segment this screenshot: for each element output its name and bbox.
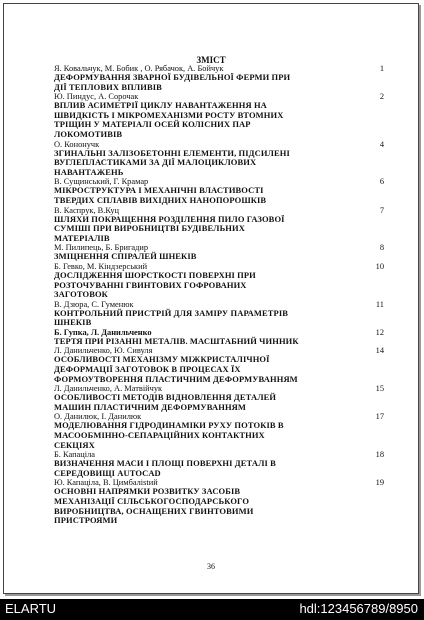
entry-authors: Ю. Капаціла, В. Цимбаліstий bbox=[54, 478, 158, 488]
entry-page-number: 14 bbox=[375, 346, 384, 356]
entry-title bbox=[54, 309, 372, 328]
entry-title-line: ЗГИНАЛЬНІ ЗАЛІЗОБЕТОННІ ЕЛЕМЕНТИ, ПІДСИЛЕНІ bbox=[54, 147, 290, 158]
entry-title bbox=[54, 393, 372, 412]
entry-authors: В. Дзюра, С. Гуменюк bbox=[54, 299, 134, 309]
entry-title-line: НАВАНТАЖЕНЬ bbox=[54, 166, 124, 177]
entry-title-line: СУМІШІ ПРИ ВИРОБНИЦТВІ БУДІВЕЛЬНИХ bbox=[54, 223, 245, 234]
entry-title-line: МІКРОСТРУКТУРА І МЕХАНІЧНІ ВЛАСТИВОСТІ bbox=[54, 185, 264, 196]
entry-title bbox=[54, 355, 372, 384]
contents-entry bbox=[54, 346, 384, 384]
entry-title-line: ВПЛИВ АСИМЕТРІЇ ЦИКЛУ НАВАНТАЖЕННЯ НА bbox=[54, 100, 267, 111]
entry-title-line: КОНТРОЛЬНИЙ ПРИСТРІЙ ДЛЯ ЗАМІРУ ПАРАМЕТРІВ bbox=[54, 307, 289, 318]
entry-title bbox=[54, 252, 372, 262]
contents-entry bbox=[54, 92, 384, 139]
contents-entry bbox=[54, 299, 384, 328]
entry-page-number: 12 bbox=[375, 327, 384, 337]
entry-title bbox=[54, 73, 372, 92]
entry-title-line: СЕКЦІЯХ bbox=[54, 439, 95, 450]
entry-title bbox=[54, 271, 372, 300]
entry-authors: Л. Данильченко, А. Матвійчук bbox=[54, 384, 163, 394]
entry-title-line: МЕХАНІЗАЦІЇ СІЛЬСЬКОГОСПОДАРСЬКОГО bbox=[54, 496, 250, 506]
entry-title-line: МОДЕЛЮВАННЯ ГІДРОДИНАМІКИ РУХУ ПОТОКІВ В bbox=[54, 420, 284, 431]
entry-page-number: 11 bbox=[375, 299, 384, 309]
contents-entry bbox=[54, 261, 384, 300]
entry-title-line: ОСОБЛИВОСТІ МЕХАНІЗМУ МІЖКРИСТАЛІЧНОЇ bbox=[54, 354, 270, 365]
entry-title-line: СЕРЕДОВИЩІ AUTOCAD bbox=[54, 467, 161, 478]
entry-page-number: 6 bbox=[379, 177, 384, 187]
entry-authors: О. Данилюк, І. Данилюк bbox=[54, 412, 142, 422]
handle-identifier: hdl:123456789/8950 bbox=[299, 601, 418, 616]
entry-title-line: МАТЕРІАЛІВ bbox=[54, 232, 110, 243]
contents-entry bbox=[54, 64, 384, 92]
entry-title bbox=[54, 487, 372, 525]
entry-title-line: ШЛЯХИ ПОКРАЩЕННЯ РОЗДІЛЕННЯ ПИЛО ГАЗОВОЇ bbox=[54, 213, 285, 224]
entry-title bbox=[54, 337, 372, 347]
entry-title-line: ВУГЛЕПЛАСТИКАМИ ЗА ДІЇ МАЛОЦИКЛОВИХ bbox=[54, 157, 257, 168]
entry-title-line: ВИЗНАЧЕННЯ МАСИ І ПЛОЩІ ПОВЕРХНІ ДЕТАЛІ В bbox=[54, 458, 276, 469]
entry-title-line: ДОСЛІДЖЕННЯ ШОРСТКОСТІ ПОВЕРХНІ ПРИ bbox=[54, 269, 256, 280]
entry-title-line: ТВЕРДИХ СПЛАВІВ ВИХІДНИХ НАНОПОРОШКІВ bbox=[54, 194, 267, 205]
entry-title-line: ЛОКОМОТИВІВ bbox=[54, 128, 123, 139]
entry-authors: О. Кононучк bbox=[54, 139, 100, 149]
entry-title-line: ОСНОВНІ НАПРЯМКИ РОЗВИТКУ ЗАСОБІВ bbox=[54, 486, 241, 497]
entry-title bbox=[54, 421, 372, 450]
entry-authors: Я. Ковальчук, М. Бобик , О. Рябачок, А. Бойчук bbox=[54, 64, 224, 73]
document-page bbox=[3, 3, 419, 594]
entry-title-line: ПРИСТРОЯМИ bbox=[54, 515, 118, 526]
entry-page-number: 18 bbox=[375, 450, 384, 460]
entry-authors: Б. Гевко, М. Кіндзерський bbox=[54, 261, 148, 271]
entry-title-line: ЗМІЦНЕННЯ СПІРАЛЕЙ ШНЕКІВ bbox=[54, 251, 197, 262]
contents-entry bbox=[54, 327, 384, 347]
repository-bar bbox=[0, 599, 424, 620]
entry-authors: М. Пилипець, Б. Бригадир bbox=[54, 243, 149, 253]
entry-title-line: ШНЕКІВ bbox=[54, 317, 92, 328]
entry-title bbox=[54, 101, 372, 139]
contents-entry bbox=[54, 412, 384, 450]
contents-entry bbox=[54, 139, 384, 178]
entry-page-number: 15 bbox=[375, 384, 384, 394]
entry-title-line: РОЗТОЧУВАННІ ГВИНТОВИХ ГОФРОВАНИХ bbox=[54, 279, 247, 290]
entry-title-line: ЗАГОТОВОК bbox=[54, 289, 108, 300]
entry-page-number: 10 bbox=[375, 261, 384, 271]
page-number: 36 bbox=[207, 562, 215, 571]
contents-entry bbox=[54, 205, 384, 244]
entry-title-line: ТЕРТЯ ПРИ РІЗАННІ МЕТАЛІВ. МАСШТАБНИЙ ЧИННИК bbox=[54, 335, 299, 346]
entry-title-line: ФОРМОУТВОРЕННЯ ПЛАСТИЧНИМ ДЕФОРМУВАННЯМ bbox=[54, 373, 298, 384]
contents-entry bbox=[54, 177, 384, 205]
entry-title bbox=[54, 186, 372, 205]
entry-authors: Б. Гупка, Л. Данильченко bbox=[54, 327, 152, 337]
entry-title-line: МАШИН ПЛАСТИЧНИМ ДЕФОРМУВАННЯМ bbox=[54, 401, 247, 412]
entry-title bbox=[54, 215, 372, 244]
entry-title bbox=[54, 459, 372, 478]
entry-authors: Л. Данильченко, Ю. Сивуля bbox=[54, 346, 153, 356]
contents-title: ЗМІСТ bbox=[196, 55, 226, 65]
entry-authors: Ю. Пиндус, А. Сорочак bbox=[54, 92, 139, 102]
repository-name: ELARTU bbox=[5, 601, 57, 616]
entry-title-line: ДЕФОРМАЦІЇ ЗАГОТОВОК В ПРОЦЕСАХ ЇХ bbox=[54, 364, 241, 375]
entry-title-line: ШВИДКІСТЬ І МІКРОМЕХАНІЗМИ РОСТУ ВТОМНИХ bbox=[54, 109, 284, 120]
entry-page-number: 7 bbox=[379, 205, 384, 215]
entry-page-number: 17 bbox=[375, 412, 384, 422]
entry-authors: Б. Капаціла bbox=[54, 450, 95, 460]
entry-title-line: ДІЇ ТЕПЛОВИХ ВПЛИВІВ bbox=[54, 81, 162, 92]
entry-title-line: ОСОБЛИВОСТІ МЕТОДІВ ВІДНОВЛЕННЯ ДЕТАЛЕЙ bbox=[54, 392, 277, 403]
contents-entry bbox=[54, 243, 384, 262]
entry-page-number: 4 bbox=[379, 139, 384, 149]
entry-page-number: 2 bbox=[379, 92, 384, 102]
entry-title-line: ДЕФОРМУВАННЯ ЗВАРНОЇ БУДІВЕЛЬНОЇ ФЕРМИ ПРИ bbox=[54, 72, 291, 82]
entry-page-number: 1 bbox=[379, 64, 384, 73]
entry-title bbox=[54, 149, 372, 178]
entry-authors: В. Сущинський, Г. Крамар bbox=[54, 177, 149, 187]
contents-entry bbox=[54, 450, 384, 478]
contents-entry bbox=[54, 384, 384, 412]
contents-entry bbox=[54, 478, 384, 526]
entry-authors: В. Каспрук, В.Куц bbox=[54, 205, 119, 215]
contents-list bbox=[54, 64, 384, 526]
entry-page-number: 19 bbox=[375, 478, 384, 488]
entry-title-line: ВИРОБНИЦТВА, ОСНАЩЕНИХ ГВИНТОВИМИ bbox=[54, 505, 254, 516]
entry-title-line: ТРІЩИН У МАТЕРІАЛІ ОСЕЙ КОЛІСНИХ ПАР bbox=[54, 119, 251, 130]
entry-title-line: МАСООБМІННО-СЕПАРАЦІЙНИХ КОНТАКТНИХ bbox=[54, 430, 265, 441]
entry-page-number: 8 bbox=[379, 243, 384, 253]
